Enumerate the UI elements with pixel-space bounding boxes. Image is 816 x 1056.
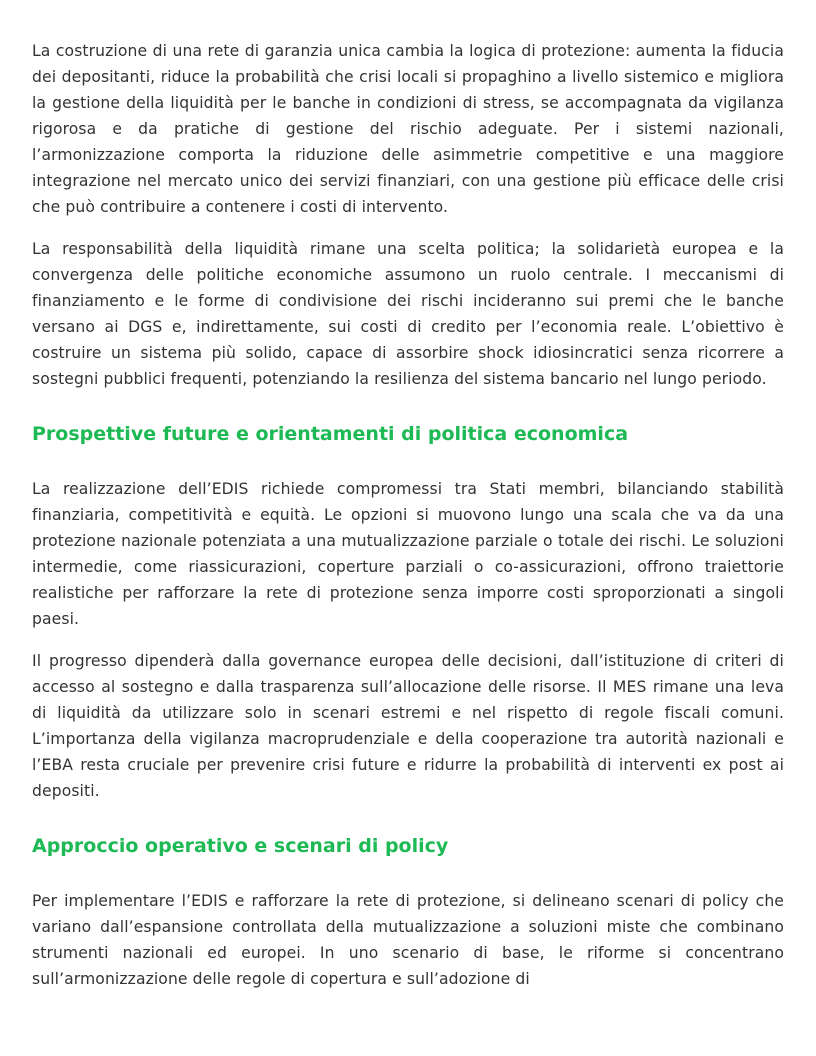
section-heading-approccio: Approccio operativo e scenari di policy bbox=[32, 835, 449, 857]
paragraph-responsabilita-liquidita: La responsabilità della liquidità rimane una scelta politica; la solidarietà europea e la convergenza delle politiche economiche assumono un ruolo centrale. I meccanismi di finanziamento e le forme di condivisione dei rischi incideranno sui premi che le banche versano ai DGS e, indirettamente, sui costi di credito per l’economia reale. L’obiettivo è costruire un sistema più solido, capace di assorbire shock idiosincratici senza ricorrere a sostegni pubblici frequenti, potenziando la resilienza del sistema bancario nel lungo periodo. bbox=[32, 240, 784, 388]
section-heading-prospettive: Prospettive future e orientamenti di politica economica bbox=[32, 423, 629, 445]
paragraph-rete-garanzia: La costruzione di una rete di garanzia unica cambia la logica di protezione: aumenta la fiducia dei depositanti, riduce la probabilità che crisi locali si propaghino a livello sistemico e migliora la gestione della liquidità per le banche in condizioni di stress, se accompagnata da vigilanza rigorosa e da pratiche di gestione del rischio adeguate. Per i sistemi nazionali, l’armonizzazione comporta la riduzione delle asimmetrie competitive e una maggiore integrazione nel mercato unico dei servizi finanziari, con una gestione più efficace delle crisi che può contribuire a contenere i costi di intervento. bbox=[32, 42, 784, 216]
paragraph-implementazione-edis: Per implementare l’EDIS e rafforzare la rete di protezione, si delineano scenari di policy che variano dall’espansione controllata della mutualizzazione a soluzioni miste che combinano strumenti nazionali ed europei. In uno scenario di base, le riforme si concentrano sull’armonizzazione delle regole di copertura e sull’adozione di bbox=[32, 892, 784, 988]
paragraph-realizzazione-edis: La realizzazione dell’EDIS richiede compromessi tra Stati membri, bilanciando stabilità finanziaria, competitività e equità. Le opzioni si muovono lungo una scala che va da una protezione nazionale potenziata a una mutualizzazione parziale o totale dei rischi. Le soluzioni intermedie, come riassicurazioni, coperture parziali o co-assicurazioni, offrono traiettorie realistiche per rafforzare la rete di protezione senza imporre costi sproporzionati a singoli paesi. bbox=[32, 480, 784, 628]
paragraph-progresso-governance: Il progresso dipenderà dalla governance europea delle decisioni, dall’istituzione di criteri di accesso al sostegno e dalla trasparenza sull’allocazione delle risorse. Il MES rimane una leva di liquidità da utilizzare solo in scenari estremi e nel rispetto di regole fiscali comuni. L’importanza della vigilanza macroprudenziale e della cooperazione tra autorità nazionali e l’EBA resta cruciale per prevenire crisi future e ridurre la probabilità di interventi ex post ai depositi. bbox=[32, 652, 784, 800]
